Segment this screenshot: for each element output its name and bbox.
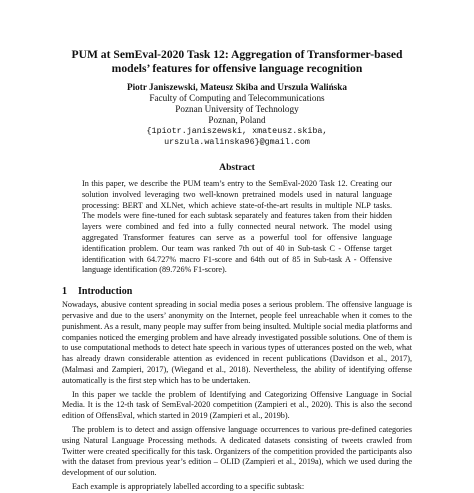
intro-paragraph: Each example is appropriately labelled according to a specific subtask: [72,481,305,491]
affiliation-location: Poznan, Poland [208,115,266,125]
author-email-line-1: {1piotr.janiszewski, xmateusz.skiba, [146,126,328,136]
section-number: 1 [62,286,67,298]
author-list: Piotr Janiszewski, Mateusz Skiba and Urszula Walińska [127,82,347,92]
section-title: Introduction [78,286,133,298]
abstract-text: In this paper, we describe the PUM team’s entry to the SemEval-2020 Task 12. Creating our solution involved leveraging two well-known pretrained models used in natural language processing: BERT and XLNet, which achieve state-of-the-art results in multiple NLP tasks. The models were fine-tuned for each subtask separately and features taken from their hidden layers were combined and fed into a fully connected neural network. The model using aggregated Transformer features can serve as a powerful tool for offensive language identification problem. Our team was ranked 7th out of 40 in Sub-task C - Offense target identification with 64.727% macro F1-score and 64th out of 85 in Sub-task A - Offensive language identification (89.726% F1-score). [82,179,392,275]
section-heading [62,286,412,297]
title-line-1: PUM at SemEval-2020 Task 12: Aggregation of Transformer-based [71,48,403,61]
abstract-heading: Abstract [219,162,255,173]
title-line-2: models’ features for offensive language recognition [111,61,363,75]
intro-paragraph: Nowadays, abusive content spreading in social media poses a serious problem. The offensive language is pervasive and due to the users’ anonymity on the Internet, people feel unreachable when it comes to the punishment. As a result, many people may suffer from being insulted. Multiple social media platforms and companies noticed the emerging problem and have already investigated possible solutions. One of them is to use computational methods to detect hate speech in various types of utterances posted on the web, what has already drawn considerable attention as evidenced in recent publications (Davidson et al., 2017), (Malmasi and Zampieri, 2017), (Wiegand et al., 2018). Nevertheless, the ability of identifying offense automatically is the first step which has to be undertaken. [62,300,412,385]
affiliation-faculty: Faculty of Computing and Telecommunications [149,93,325,103]
affiliation-university: Poznan University of Technology [175,104,299,114]
affiliation-block [62,93,412,148]
intro-paragraph: The problem is to detect and assign offensive language occurrences to various pre-defined categories using Natural Language Processing methods. A dedicated datasets consisting of tweets crawled from Twitter were created specifically for this task. Organizers of the competition provided the participants also with the dataset from previous year’s edition – OLID (Zampieri et al., 2019a), which we used during the development of our solution. [62,424,412,478]
author-email-line-2: urszula.walinska96}@gmail.com [164,137,310,147]
intro-paragraph: In this paper we tackle the problem of Identifying and Categorizing Offensive Language in Social Media. It is the 12-th task of SemEval-2020 competition (Zampieri et al., 2020). This is also the second edition of OffensEval, which started in 2019 (Zampieri et al., 2019b). [62,389,412,421]
paper-title [62,0,412,75]
